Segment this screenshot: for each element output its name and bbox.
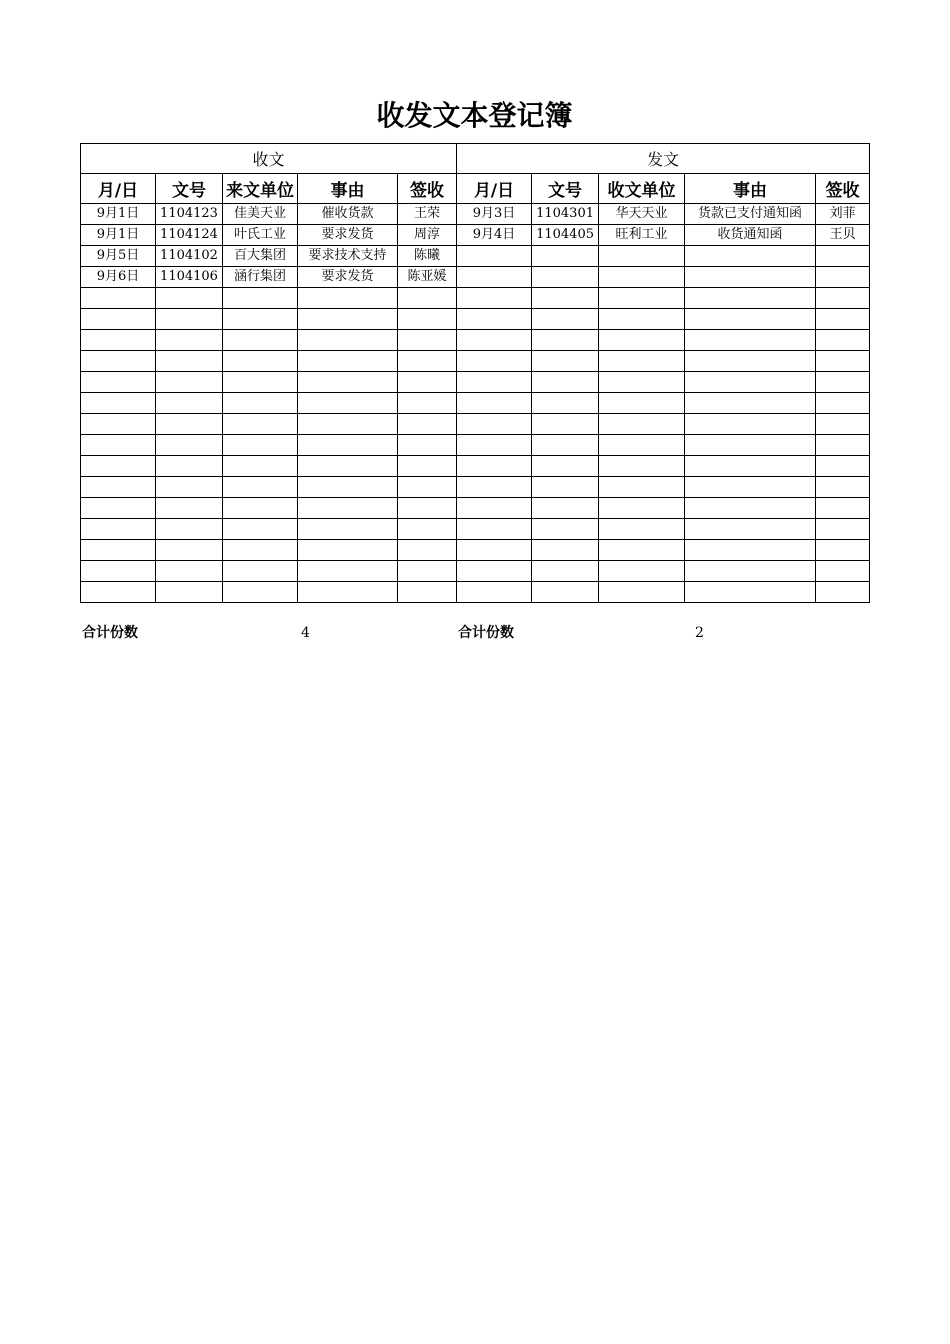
table-row — [81, 582, 870, 603]
cell-out-recipient — [599, 309, 685, 330]
cell-in-sender — [223, 435, 298, 456]
col-header-in-subject: 事由 — [298, 174, 398, 204]
cell-out-subject — [685, 246, 816, 267]
cell-out-docno — [532, 582, 599, 603]
cell-in-subject — [298, 330, 398, 351]
cell-in-subject — [298, 309, 398, 330]
cell-out-subject — [685, 477, 816, 498]
cell-out-date — [457, 288, 532, 309]
table-row — [81, 225, 870, 246]
cell-in-sender — [223, 540, 298, 561]
cell-in-date — [81, 414, 156, 435]
cell-out-subject — [685, 267, 816, 288]
cell-out-subject: 货款已支付通知函 — [685, 204, 816, 225]
cell-out-signer — [816, 330, 870, 351]
cell-in-docno — [156, 288, 223, 309]
cell-out-recipient — [599, 561, 685, 582]
cell-in-sender — [223, 330, 298, 351]
cell-out-recipient — [599, 372, 685, 393]
cell-out-signer: 王贝 — [816, 225, 870, 246]
incoming-total-count: 4 — [301, 625, 310, 641]
cell-in-subject — [298, 456, 398, 477]
cell-in-docno: 1104124 — [156, 225, 223, 246]
cell-out-docno — [532, 351, 599, 372]
cell-out-docno — [532, 477, 599, 498]
cell-out-recipient: 华天天业 — [599, 204, 685, 225]
cell-out-date: 9月4日 — [457, 225, 532, 246]
cell-out-docno — [532, 435, 599, 456]
cell-in-subject — [298, 477, 398, 498]
cell-out-date — [457, 330, 532, 351]
cell-in-docno — [156, 372, 223, 393]
cell-out-signer — [816, 540, 870, 561]
section-outgoing: 发文 — [457, 144, 870, 174]
cell-in-signer — [398, 330, 457, 351]
table-row — [81, 477, 870, 498]
cell-in-sender — [223, 582, 298, 603]
table-row — [81, 372, 870, 393]
cell-out-recipient — [599, 393, 685, 414]
cell-out-docno — [532, 309, 599, 330]
cell-out-recipient — [599, 498, 685, 519]
cell-in-signer: 陈亚媛 — [398, 267, 457, 288]
cell-in-signer — [398, 477, 457, 498]
cell-out-signer — [816, 582, 870, 603]
cell-in-subject — [298, 498, 398, 519]
cell-out-date — [457, 540, 532, 561]
page-title: 收发文本登记簿 — [376, 99, 573, 132]
cell-in-docno: 1104102 — [156, 246, 223, 267]
cell-in-signer — [398, 309, 457, 330]
cell-in-docno — [156, 456, 223, 477]
cell-out-recipient — [599, 246, 685, 267]
section-incoming: 收文 — [81, 144, 457, 174]
cell-in-docno — [156, 351, 223, 372]
cell-in-date — [81, 456, 156, 477]
cell-out-docno — [532, 330, 599, 351]
cell-out-subject: 收货通知函 — [685, 225, 816, 246]
cell-out-signer — [816, 246, 870, 267]
cell-in-date — [81, 330, 156, 351]
cell-out-docno — [532, 519, 599, 540]
table-row — [81, 351, 870, 372]
cell-out-docno — [532, 414, 599, 435]
table-row — [81, 540, 870, 561]
cell-in-signer — [398, 351, 457, 372]
cell-out-recipient — [599, 267, 685, 288]
cell-out-signer: 刘菲 — [816, 204, 870, 225]
table-row — [81, 498, 870, 519]
cell-out-docno — [532, 498, 599, 519]
cell-out-signer — [816, 393, 870, 414]
cell-out-recipient — [599, 519, 685, 540]
cell-in-sender — [223, 519, 298, 540]
cell-out-docno — [532, 372, 599, 393]
col-header-in-sender: 来文单位 — [223, 174, 298, 204]
cell-in-date: 9月6日 — [81, 267, 156, 288]
cell-out-subject — [685, 435, 816, 456]
cell-out-date — [457, 582, 532, 603]
cell-in-subject — [298, 393, 398, 414]
cell-in-sender: 叶氏工业 — [223, 225, 298, 246]
cell-out-subject — [685, 309, 816, 330]
cell-out-date — [457, 414, 532, 435]
table-row — [81, 330, 870, 351]
cell-in-date — [81, 519, 156, 540]
table-row — [81, 246, 870, 267]
cell-in-sender: 百大集团 — [223, 246, 298, 267]
cell-out-date — [457, 267, 532, 288]
ledger-table — [80, 143, 870, 603]
cell-out-date — [457, 519, 532, 540]
cell-out-date — [457, 351, 532, 372]
cell-out-subject — [685, 351, 816, 372]
cell-out-recipient — [599, 582, 685, 603]
cell-out-subject — [685, 330, 816, 351]
col-header-out-date: 月/日 — [457, 174, 532, 204]
col-header-in-date: 月/日 — [81, 174, 156, 204]
table-row — [81, 309, 870, 330]
table-row — [81, 288, 870, 309]
cell-in-signer — [398, 561, 457, 582]
cell-out-date — [457, 435, 532, 456]
cell-in-signer — [398, 435, 457, 456]
table-row — [81, 519, 870, 540]
cell-in-sender — [223, 309, 298, 330]
cell-out-recipient — [599, 477, 685, 498]
cell-in-sender: 佳美天业 — [223, 204, 298, 225]
cell-in-sender — [223, 288, 298, 309]
cell-out-docno — [532, 393, 599, 414]
outgoing-total-count: 2 — [695, 625, 704, 641]
cell-out-docno — [532, 267, 599, 288]
cell-in-subject — [298, 540, 398, 561]
cell-in-sender — [223, 393, 298, 414]
cell-in-date — [81, 498, 156, 519]
cell-out-subject — [685, 372, 816, 393]
table-row — [81, 267, 870, 288]
cell-out-recipient — [599, 351, 685, 372]
cell-out-docno — [532, 540, 599, 561]
cell-out-date — [457, 477, 532, 498]
cell-out-signer — [816, 351, 870, 372]
cell-in-date: 9月1日 — [81, 225, 156, 246]
cell-out-signer — [816, 498, 870, 519]
cell-in-sender — [223, 372, 298, 393]
cell-out-docno — [532, 456, 599, 477]
cell-in-date — [81, 435, 156, 456]
cell-out-signer — [816, 519, 870, 540]
cell-out-docno: 1104301 — [532, 204, 599, 225]
cell-in-docno — [156, 477, 223, 498]
cell-in-docno: 1104106 — [156, 267, 223, 288]
cell-in-docno — [156, 330, 223, 351]
cell-out-subject — [685, 414, 816, 435]
cell-in-subject — [298, 372, 398, 393]
cell-in-date — [81, 351, 156, 372]
cell-in-sender — [223, 477, 298, 498]
cell-out-date — [457, 456, 532, 477]
cell-out-signer — [816, 561, 870, 582]
table-row — [81, 435, 870, 456]
cell-in-subject — [298, 288, 398, 309]
table-row — [81, 414, 870, 435]
cell-out-recipient — [599, 435, 685, 456]
cell-out-subject — [685, 288, 816, 309]
cell-out-recipient: 旺利工业 — [599, 225, 685, 246]
cell-in-sender — [223, 561, 298, 582]
cell-in-date — [81, 540, 156, 561]
cell-out-signer — [816, 435, 870, 456]
cell-in-docno — [156, 582, 223, 603]
cell-in-subject — [298, 435, 398, 456]
cell-out-date — [457, 561, 532, 582]
cell-in-date — [81, 393, 156, 414]
table-row — [81, 204, 870, 225]
cell-in-date — [81, 582, 156, 603]
cell-in-docno — [156, 540, 223, 561]
cell-in-subject — [298, 519, 398, 540]
cell-out-subject — [685, 393, 816, 414]
cell-out-subject — [685, 456, 816, 477]
cell-out-date — [457, 246, 532, 267]
cell-out-signer — [816, 288, 870, 309]
cell-in-subject — [298, 582, 398, 603]
cell-in-date — [81, 561, 156, 582]
cell-out-date — [457, 498, 532, 519]
cell-in-signer — [398, 456, 457, 477]
cell-in-date: 9月5日 — [81, 246, 156, 267]
col-header-out-signer: 签收 — [816, 174, 870, 204]
cell-in-subject — [298, 561, 398, 582]
incoming-total-label: 合计份数 — [82, 625, 138, 641]
cell-in-docno — [156, 309, 223, 330]
table-row — [81, 393, 870, 414]
col-header-out-recipient: 收文单位 — [599, 174, 685, 204]
cell-out-signer — [816, 456, 870, 477]
cell-out-docno: 1104405 — [532, 225, 599, 246]
cell-in-subject: 要求发货 — [298, 225, 398, 246]
cell-out-subject — [685, 561, 816, 582]
cell-in-signer — [398, 540, 457, 561]
cell-in-sender: 涵行集团 — [223, 267, 298, 288]
cell-in-docno — [156, 393, 223, 414]
cell-in-date: 9月1日 — [81, 204, 156, 225]
cell-out-recipient — [599, 456, 685, 477]
ledger-body — [81, 204, 870, 603]
cell-in-signer — [398, 372, 457, 393]
cell-in-date — [81, 372, 156, 393]
cell-in-signer — [398, 519, 457, 540]
col-header-out-docno: 文号 — [532, 174, 599, 204]
cell-in-docno — [156, 414, 223, 435]
table-row — [81, 561, 870, 582]
cell-out-signer — [816, 309, 870, 330]
cell-in-date — [81, 477, 156, 498]
cell-in-subject: 要求技术支持 — [298, 246, 398, 267]
cell-out-date: 9月3日 — [457, 204, 532, 225]
cell-out-docno — [532, 288, 599, 309]
cell-in-docno — [156, 435, 223, 456]
cell-out-subject — [685, 519, 816, 540]
cell-out-recipient — [599, 288, 685, 309]
cell-in-subject: 要求发货 — [298, 267, 398, 288]
cell-in-signer — [398, 393, 457, 414]
cell-in-sender — [223, 456, 298, 477]
cell-in-signer — [398, 288, 457, 309]
cell-out-subject — [685, 582, 816, 603]
cell-out-docno — [532, 246, 599, 267]
cell-in-signer: 周淳 — [398, 225, 457, 246]
cell-out-signer — [816, 267, 870, 288]
cell-out-signer — [816, 372, 870, 393]
col-header-in-signer: 签收 — [398, 174, 457, 204]
cell-out-signer — [816, 477, 870, 498]
cell-in-subject — [298, 351, 398, 372]
col-header-in-docno: 文号 — [156, 174, 223, 204]
cell-out-recipient — [599, 414, 685, 435]
cell-in-date — [81, 309, 156, 330]
cell-out-docno — [532, 561, 599, 582]
cell-out-subject — [685, 498, 816, 519]
cell-in-signer: 陈曦 — [398, 246, 457, 267]
cell-in-signer — [398, 414, 457, 435]
cell-in-sender — [223, 351, 298, 372]
cell-in-signer: 王荣 — [398, 204, 457, 225]
cell-out-date — [457, 393, 532, 414]
cell-out-recipient — [599, 330, 685, 351]
cell-in-docno: 1104123 — [156, 204, 223, 225]
cell-in-subject: 催收货款 — [298, 204, 398, 225]
cell-out-subject — [685, 540, 816, 561]
cell-in-date — [81, 288, 156, 309]
table-row — [81, 456, 870, 477]
cell-out-date — [457, 309, 532, 330]
cell-in-subject — [298, 414, 398, 435]
cell-out-signer — [816, 414, 870, 435]
section-header-row — [81, 144, 870, 174]
cell-in-signer — [398, 498, 457, 519]
cell-in-docno — [156, 519, 223, 540]
cell-out-recipient — [599, 540, 685, 561]
cell-out-date — [457, 372, 532, 393]
cell-in-sender — [223, 414, 298, 435]
cell-in-docno — [156, 498, 223, 519]
cell-in-sender — [223, 498, 298, 519]
outgoing-total-label: 合计份数 — [458, 625, 514, 641]
cell-in-docno — [156, 561, 223, 582]
col-header-out-subject: 事由 — [685, 174, 816, 204]
totals-row — [80, 622, 869, 644]
column-header-row — [81, 174, 870, 204]
cell-in-signer — [398, 582, 457, 603]
